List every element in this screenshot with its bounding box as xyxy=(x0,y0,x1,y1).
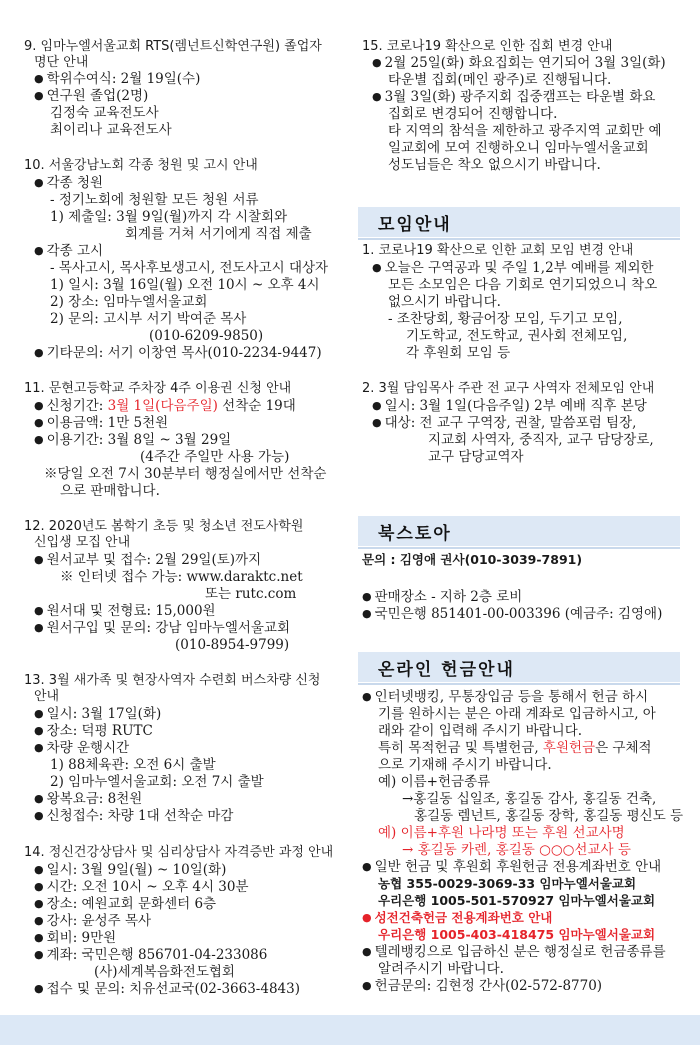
bookstore-contact: 문의 : 김영애 권사(010-3039-7891) xyxy=(362,552,583,567)
list-item: ● 헌금문의: 김현정 간사(02-572-8770) xyxy=(362,977,602,996)
section-banner-online xyxy=(358,652,680,682)
list-item: ● 차량 운행시간 xyxy=(34,739,129,758)
list-item: ● 국민은행 851401-00-003396 (예금주: 김영애) xyxy=(362,605,662,624)
section-heading: 모임안내 xyxy=(378,215,452,235)
list-item: 교구 담당교역자 xyxy=(428,449,524,465)
list-item: 없으시기 바랍니다. xyxy=(388,294,501,310)
s13-title: 안내 xyxy=(34,689,60,704)
list-item: 모든 소모임은 다음 기회로 연기되었으니 착오 xyxy=(388,277,658,293)
meeting-item-title: 2. 3월 담임목사 주관 전 교구 사역자 전체모임 안내 xyxy=(362,381,655,396)
list-item: ● 장소: 덕평 RUTC xyxy=(34,722,153,741)
account-line: 농협 355-0029-3069-33 임마누엘서울교회 xyxy=(378,876,637,891)
list-item: - 정기노회에 청원할 모든 청원 서류 xyxy=(50,192,259,208)
section-heading: 온라인 헌금안내 xyxy=(378,660,515,680)
list-item: 지교회 사역자, 중직자, 교구 담당장로, xyxy=(428,432,654,448)
list-item: - 목사고시, 목사후보생고시, 전도사고시 대상자 xyxy=(50,260,329,276)
list-item: 일교회에 모여 진행하오니 임마누엘서울교회 xyxy=(388,140,649,156)
account-line: ● 성전건축헌금 전용계좌번호 안내 xyxy=(362,909,552,928)
list-item: 성도님들은 착오 없으시기 바랍니다. xyxy=(388,157,601,173)
list-item: ● 일시: 3월 1일(다음주일) 2부 예배 직후 본당 xyxy=(372,397,647,416)
list-item: ● 회비: 9만원 xyxy=(34,929,116,948)
list-item: 타 지역의 참석을 제한하고 광주지역 교회만 예 xyxy=(388,123,662,139)
list-item: 최이리나 교육전도사 xyxy=(50,122,172,138)
list-item: ● 신청접수: 차량 1대 선착순 마감 xyxy=(34,807,233,826)
list-item: 김정숙 교육전도사 xyxy=(50,105,159,121)
list-item: ● 오늘은 구역공과 및 주일 1,2부 예배를 제외한 xyxy=(372,259,654,278)
section-banner-meeting xyxy=(358,207,680,237)
list-item: ● 원서대 및 전형료: 15,000원 xyxy=(34,602,216,621)
list-item: ※ 인터넷 접수 가능: www.daraktc.net xyxy=(60,569,303,585)
meeting-item-title: 1. 코로나19 확산으로 인한 교회 모임 변경 안내 xyxy=(362,243,634,258)
list-item: 1) 88체육관: 오전 6시 출발 xyxy=(50,757,216,773)
list-item: ● 각종 청원 xyxy=(34,174,103,193)
list-item: (4주간 주일만 사용 가능) xyxy=(140,449,290,465)
account-line: 우리은행 1005-501-570927 임마누엘서울교회 xyxy=(378,893,656,908)
list-item: ● 일반 헌금 및 후원회 후원헌금 전용계좌번호 안내 xyxy=(362,858,661,877)
list-item: ● 대상: 전 교구 구역장, 권찰, 말씀포럼 팀장, xyxy=(372,414,636,433)
list-item: → 홍길동 카렌, 홍길동 ○○○선교사 등 xyxy=(402,842,631,858)
list-item: ● 텔레뱅킹으로 입금하신 분은 행정실로 헌금종류를 xyxy=(362,943,666,962)
list-item: (010-6209-9850) xyxy=(149,328,264,344)
list-item: 예) 이름+헌금종류 xyxy=(378,774,491,790)
list-item: 으로 기재해 주시기 바랍니다. xyxy=(378,757,552,773)
list-item: ● 장소: 예원교회 문화센터 6층 xyxy=(34,895,216,914)
list-item: ※당일 오전 7시 30분부터 행정실에서만 선착순 xyxy=(44,466,327,482)
s9-title: 명단 안내 xyxy=(34,55,89,70)
list-item: 각 후원회 모임 등 xyxy=(406,345,511,361)
list-item: ● 학위수여식: 2월 19일(수) xyxy=(34,70,200,89)
list-item: (사)세계복음화전도협회 xyxy=(94,964,235,980)
list-item: 2) 임마누엘서울교회: 오전 7시 출발 xyxy=(50,774,264,790)
list-item: 예) 이름+후원 나라명 또는 후원 선교사명 xyxy=(378,825,625,841)
list-item: ● 강사: 윤성주 목사 xyxy=(34,912,151,931)
s12-title: 12. 2020년도 봄학기 초등 및 청소년 전도사학원 xyxy=(24,519,304,534)
list-item: 1) 제출일: 3월 9일(월)까지 각 시찰회와 xyxy=(50,209,288,225)
list-item: ● 원서구입 및 문의: 강남 임마누엘서울교회 xyxy=(34,619,290,638)
list-item: ● 원서교부 및 접수: 2월 29일(토)까지 xyxy=(34,551,261,570)
list-item: ● 신청기간: 3월 1일(다음주일) 선착순 19대 xyxy=(34,397,296,416)
s14-title: 14. 정신건강상담사 및 심리상담사 자격증반 과정 안내 xyxy=(24,845,334,860)
list-item: ● 일시: 3월 9일(월) ~ 10일(화) xyxy=(34,861,226,880)
list-item: 래와 같이 입력해 주시기 바랍니다. xyxy=(378,723,583,739)
account-line: 우리은행 1005-403-418475 임마누엘서울교회 xyxy=(378,927,656,942)
list-item: ● 시간: 오전 10시 ~ 오후 4시 30분 xyxy=(34,878,249,897)
list-item: ● 왕복요금: 8천원 xyxy=(34,790,142,809)
list-item: 회계를 거쳐 서기에게 직접 제출 xyxy=(125,226,312,242)
list-item: 집회로 변경되어 진행합니다. xyxy=(388,106,558,122)
list-item: (010-8954-9799) xyxy=(175,637,290,653)
list-item: ● 각종 고시 xyxy=(34,242,103,261)
list-item: 알려주시기 바랍니다. xyxy=(378,961,504,977)
list-item: ● 기타문의: 서기 이창연 목사(010-2234-9447) xyxy=(34,344,322,363)
s11-title: 11. 문현고등학교 주차장 4주 이용권 신청 안내 xyxy=(24,381,292,396)
list-item: - 조찬당회, 황금어장 모임, 두기고 모임, xyxy=(388,311,623,327)
list-item: 2) 문의: 고시부 서기 박여준 목사 xyxy=(50,311,247,327)
list-item: ● 이용기간: 3월 8일 ~ 3월 29일 xyxy=(34,431,231,450)
list-item: ● 계좌: 국민은행 856701-04-233086 xyxy=(34,946,267,965)
s12-title: 신입생 모집 안내 xyxy=(34,535,131,550)
s9-title: 9. 임마누엘서울교회 RTS(렘넌트신학연구원) 졸업자 xyxy=(24,39,322,54)
list-item: ● 판매장소 - 지하 2층 로비 xyxy=(362,588,522,607)
list-item: 1) 일시: 3월 16일(월) 오전 10시 ~ 오후 4시 xyxy=(50,277,320,293)
list-item: ● 접수 및 문의: 치유선교국(02-3663-4843) xyxy=(34,980,300,999)
list-item: ● 인터넷뱅킹, 무통장입금 등을 통해서 헌금 하시 xyxy=(362,688,648,707)
list-item: 으로 판매합니다. xyxy=(60,483,160,499)
list-item: 특히 목적헌금 및 특별헌금, 후원헌금은 구체적 xyxy=(378,740,652,756)
list-item: →홍길동 십일조, 홍길동 감사, 홍길동 건축, xyxy=(402,791,657,807)
list-item: ● 이용금액: 1만 5천원 xyxy=(34,414,168,433)
section-banner-bookstore xyxy=(358,516,680,546)
section-heading: 북스토아 xyxy=(378,524,452,544)
s10-title: 10. 서울강남노회 각종 청원 및 고시 안내 xyxy=(24,158,258,173)
s13-title: 13. 3월 새가족 및 현장사역자 수련회 버스차량 신청 xyxy=(24,673,321,688)
list-item: 2) 장소: 임마누엘서울교회 xyxy=(50,294,208,310)
list-item: 홍길동 렘넌트, 홍길동 장학, 홍길동 평신도 등 xyxy=(414,808,684,824)
s15-title: 15. 코로나19 확산으로 인한 집회 변경 안내 xyxy=(362,39,613,54)
list-item: 기도학교, 전도학교, 권사회 전체모임, xyxy=(406,328,628,344)
list-item: ● 일시: 3월 17일(화) xyxy=(34,705,161,724)
list-item: ● 2월 25일(화) 화요집회는 연기되어 3월 3일(화) xyxy=(372,54,666,73)
list-item: 또는 rutc.com xyxy=(205,586,297,602)
list-item: ● 연구원 졸업(2명) xyxy=(34,87,148,106)
list-item: ● 3월 3일(화) 광주지회 집중캠프는 타운별 화요 xyxy=(372,88,655,107)
list-item: 기를 원하시는 분은 아래 계좌로 입금하시고, 아 xyxy=(378,706,656,722)
list-item: 타운별 집회(메인 광주)로 진행됩니다. xyxy=(388,72,612,88)
